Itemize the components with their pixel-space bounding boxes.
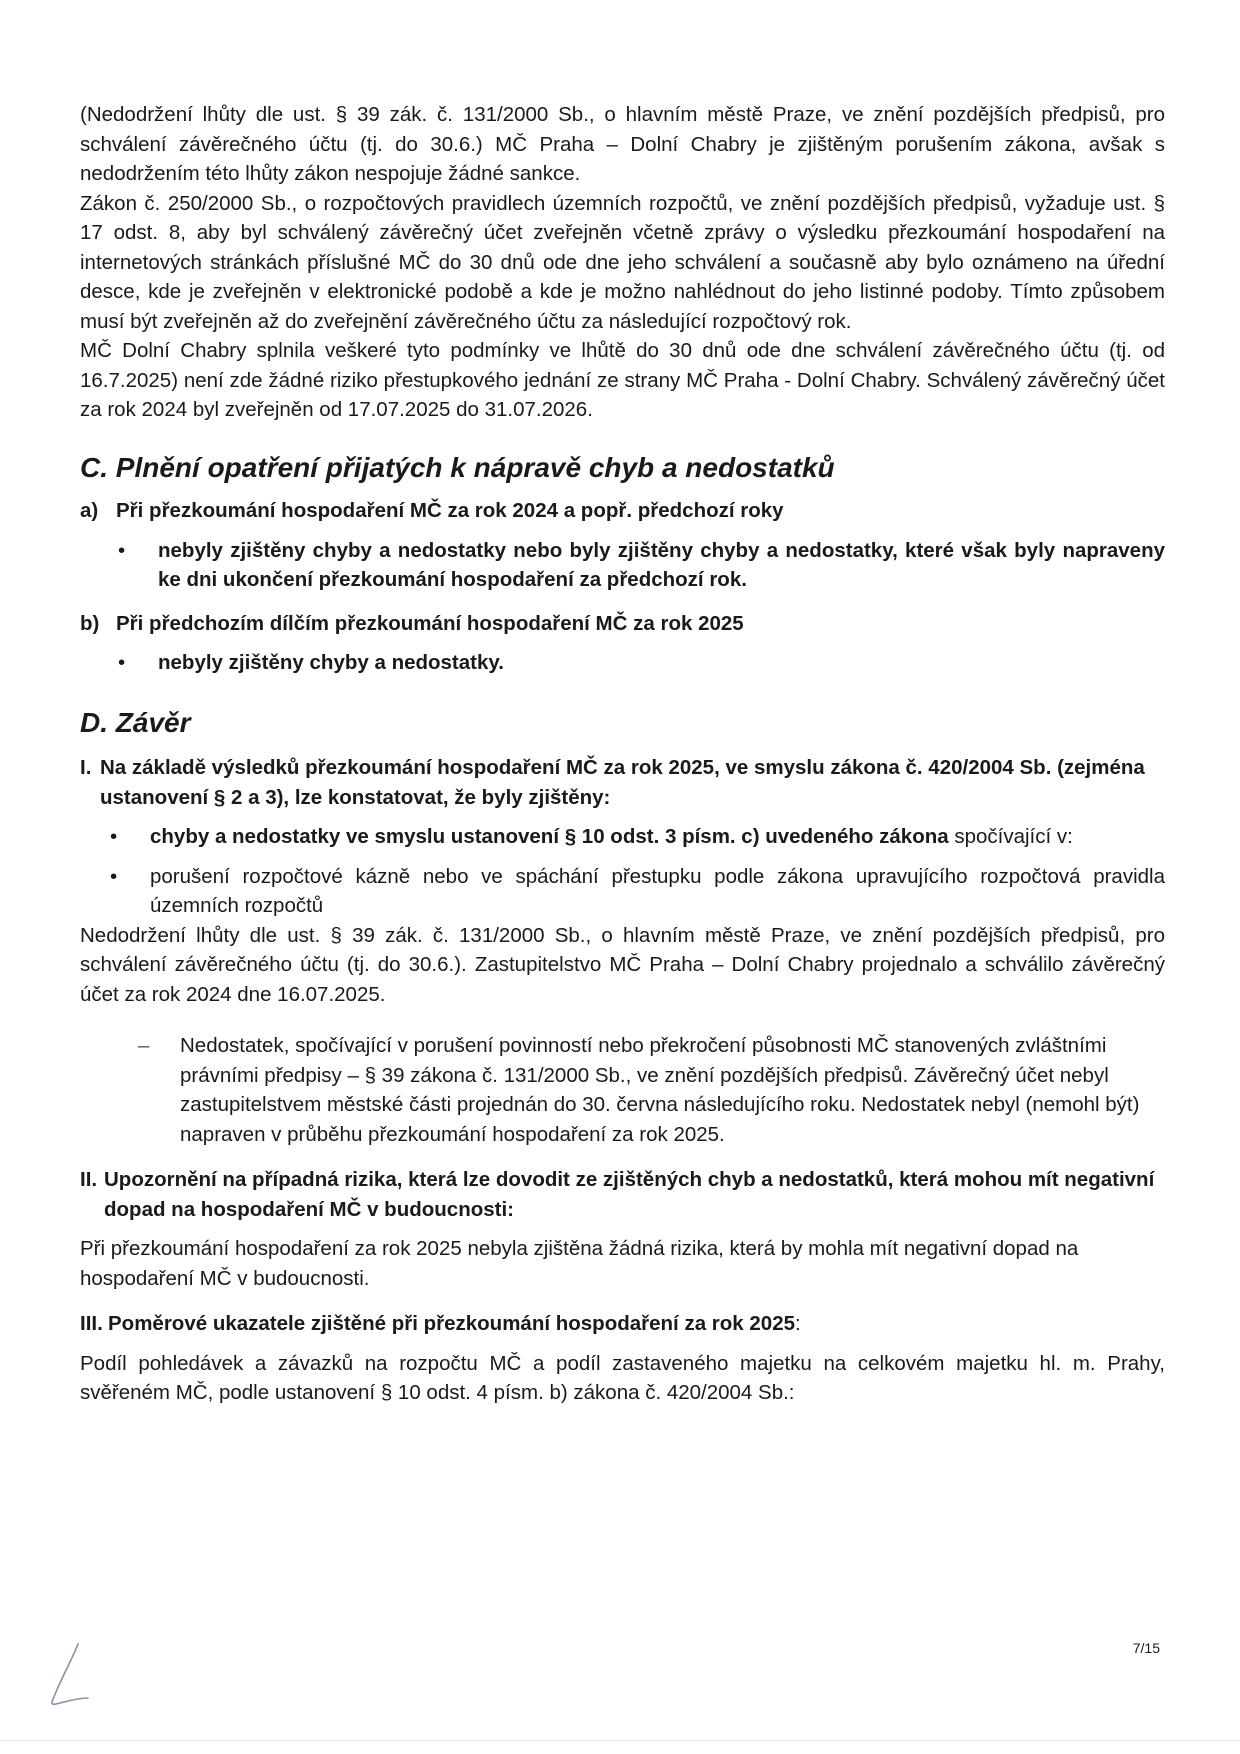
bullet-item <box>108 862 1165 921</box>
bullet-text: nebyly zjištěny chyby a nedostatky nebo byly zjištěny chyby a nedostatky, které však byly napraveny ke dni ukončení přezkoumání hospodaření za předchozí rok. <box>158 538 1165 591</box>
bullet-icon: • <box>110 825 118 848</box>
conclusion-text: Poměrové ukazatele zjištěné při přezkoumání hospodaření za rok 2025 <box>108 1312 795 1335</box>
bullet-item <box>108 822 1165 852</box>
conclusion-colon: : <box>795 1312 801 1335</box>
item-label: Při přezkoumání hospodaření MČ za rok 2024 a popř. předchozí roky <box>116 499 784 522</box>
item-marker: b) <box>80 611 100 635</box>
conclusion-text-wrap <box>108 1309 1165 1339</box>
item-label: Při předchozím dílčím přezkoumání hospodaření MČ za rok 2025 <box>116 611 744 635</box>
bullet-bold-text: chyby a nedostatky ve smyslu ustanovení § 10 odst. 3 písm. c) uvedeného zákona <box>150 825 949 848</box>
conclusion-item-iii <box>80 1309 1165 1339</box>
intro-paragraph-1: (Nedodržení lhůty dle ust. § 39 zák. č. 131/2000 Sb., o hlavním městě Praze, ve znění pozdějších předpisů, pro schválení závěrečného účtu (tj. do 30.6.) MČ Praha – Dolní Chabry je zjištěným porušením zákona, avšak s nedodržením této lhůty zákon nespojuje žádné sankce. <box>80 103 1165 185</box>
bullet-text <box>150 822 1165 852</box>
section-c-item-b <box>80 609 1165 639</box>
ratio-paragraph: Podíl pohledávek a závazků na rozpočtu MČ a podíl zastaveného majetku na celkovém majetku hl. m. Prahy, svěřeném MČ, podle ustanovení § 10 odst. 4 písm. b) zákona č. 420/2004 Sb.: <box>80 1351 1165 1404</box>
intro-paragraph-3: MČ Dolní Chabry splnila veškeré tyto podmínky ve lhůtě do 30 dnů ode dne schválení závěrečného účtu (tj. od 16.7.2025) není zde žádné riziko přestupkového jednání ze strany MČ Praha - Dolní Chabry. Schválený závěrečný účet za rok 2024 byl zveřejněn od 17.07.2025 do 31.07.2026. <box>80 339 1165 421</box>
signature-icon <box>42 1640 112 1710</box>
page-number: 7/15 <box>1132 1640 1160 1656</box>
risk-paragraph: Při přezkoumání hospodaření za rok 2025 nebyla zjištěna žádná rizika, která by mohla mít negativní dopad na hospodaření MČ v budoucnosti. <box>80 1237 1079 1290</box>
section-c-item-a <box>80 496 1165 526</box>
bullet-text: nebyly zjištěny chyby a nedostatky. <box>158 651 504 674</box>
intro-paragraph-2: Zákon č. 250/2000 Sb., o rozpočtových pravidlech územních rozpočtů, ve znění pozdějších předpisů, vyžaduje ust. § 17 odst. 8, aby byl schválený závěrečný účet zveřejněn včetně zprávy o výsledku přezkoumání hospodaření na internetových stránkách příslušné MČ do 30 dnů ode dne jeho schválení a současně aby bylo oznámeno na úřední desce, kde je zveřejněn v elektronické podobě a kde je možno nahlédnout do jeho listinné podoby. Tímto způsobem musí být zveřejněn až do zveřejnění závěrečného účtu za následující rozpočtový rok. <box>80 191 1165 333</box>
section-d-heading: D. Závěr <box>80 706 191 738</box>
conclusion-item-ii <box>80 1165 1165 1224</box>
bullet-icon: • <box>118 538 126 562</box>
roman-numeral: II. <box>80 1168 98 1191</box>
conclusion-item-i <box>80 753 1165 812</box>
bullet-text: porušení rozpočtové kázně nebo ve spáchání přestupku podle zákona upravujícího rozpočtová pravidla územních rozpočtů <box>150 864 1165 917</box>
conclusion-text: Na základě výsledků přezkoumání hospodaření MČ za rok 2025, ve smyslu zákona č. 420/2004 Sb. (zejména ustanovení § 2 a 3), lze konstatovat, že byly zjištěny: <box>100 756 1145 809</box>
conclusion-text: Upozornění na případná rizika, která lze dovodit ze zjištěných chyb a nedostatků, která mohou mít negativní dopad na hospodaření MČ v budoucnosti: <box>104 1168 1155 1221</box>
bullet-item <box>116 536 1165 595</box>
signature-mark <box>42 1640 112 1715</box>
bullet-icon: • <box>110 864 118 888</box>
roman-numeral: III. <box>80 1312 103 1335</box>
bullet-rest-text: spočívající v: <box>948 825 1073 848</box>
roman-numeral: I. <box>80 756 92 779</box>
section-c-heading: C. Plnění opatření přijatých k nápravě chyb a nedostatků <box>80 451 835 483</box>
dash-item <box>130 1031 1165 1149</box>
bullet-item <box>116 648 1165 678</box>
document-page <box>80 100 1165 1408</box>
dash-text: Nedostatek, spočívající v porušení povinností nebo překročení působnosti MČ stanovených zvláštními právními předpisy – § 39 zákona č. 131/2000 Sb., ve znění pozdějších předpisů. Závěrečný účet nebyl zastupitelstvem městské části projednán do 30. června následujícího roku. Nedostatek nebyl (nemohl být) napraven v průběhu přezkoumání hospodaření za rok 2025. <box>180 1034 1140 1146</box>
item-marker: a) <box>80 499 99 522</box>
deadline-paragraph: Nedodržení lhůty dle ust. § 39 zák. č. 131/2000 Sb., o hlavním městě Praze, ve znění pozdějších předpisů, pro schválení závěrečného účtu (tj. do 30.6.). Zastupitelstvo MČ Praha – Dolní Chabry projednalo a schválilo závěrečný účet za rok 2024 dne 16.07.2025. <box>80 923 1165 1006</box>
footer-divider <box>0 1740 1240 1741</box>
dash-marker: – <box>138 1034 150 1057</box>
bullet-icon: • <box>118 651 126 674</box>
